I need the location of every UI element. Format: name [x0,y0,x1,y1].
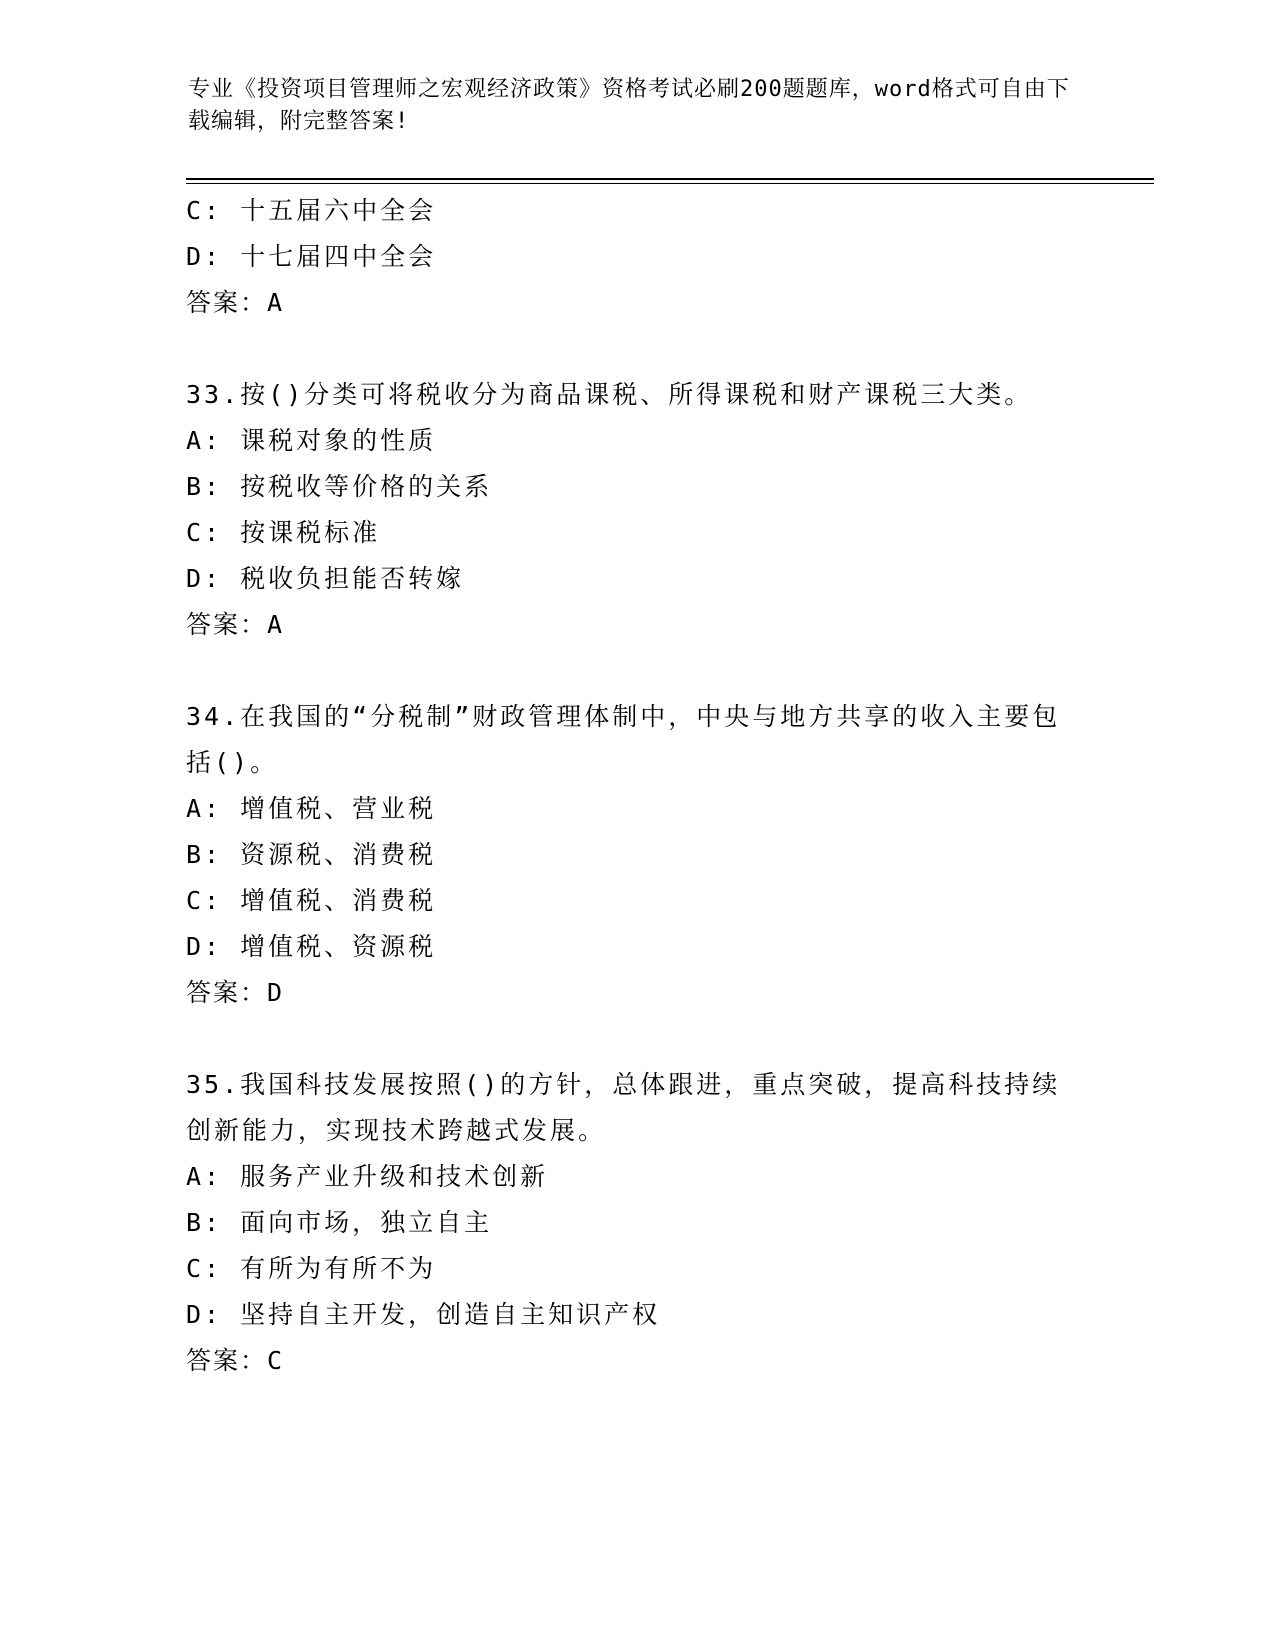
option-b: B: 面向市场，独立自主 [186,1208,493,1237]
document-header: 专业《投资项目管理师之宏观经济政策》资格考试必刷200题题库，word格式可自由下载编辑，附完整答案! [188,77,1070,134]
question-35 [186,1062,1086,1384]
answer-line: 答案：C [186,1346,285,1375]
option-a: A: 增值税、营业税 [186,794,437,823]
answer-line: 答案：A [186,610,285,639]
continued-question [186,188,1086,326]
option-d: D: 坚持自主开发，创造自主知识产权 [186,1300,661,1329]
header-divider-thin [186,183,1154,184]
option-d: D: 十七届四中全会 [186,242,437,271]
option-a: A: 服务产业升级和技术创新 [186,1162,549,1191]
question-text: 33.按()分类可将税收分为商品课税、所得课税和财产课税三大类。 [186,380,1033,409]
option-a: A: 课税对象的性质 [186,426,437,455]
answer-line: 答案：D [186,978,285,1007]
question-33 [186,372,1086,648]
option-c: C: 有所为有所不为 [186,1254,437,1283]
option-d: D: 增值税、资源税 [186,932,437,961]
option-b: B: 资源税、消费税 [186,840,437,869]
option-d: D: 税收负担能否转嫁 [186,564,465,593]
question-34 [186,694,1086,1016]
option-c: C: 增值税、消费税 [186,886,437,915]
question-content [186,188,1086,1430]
option-b: B: 按税收等价格的关系 [186,472,493,501]
question-text: 34.在我国的“分税制”财政管理体制中，中央与地方共享的收入主要包括()。 [186,702,1061,777]
option-c: C: 十五届六中全会 [186,196,437,225]
answer-line: 答案：A [186,288,285,317]
option-c: C: 按课税标准 [186,518,381,547]
header-divider-thick [186,178,1154,180]
question-text: 35.我国科技发展按照()的方针，总体跟进，重点突破，提高科技持续创新能力，实现技术跨越式发展。 [186,1070,1061,1145]
